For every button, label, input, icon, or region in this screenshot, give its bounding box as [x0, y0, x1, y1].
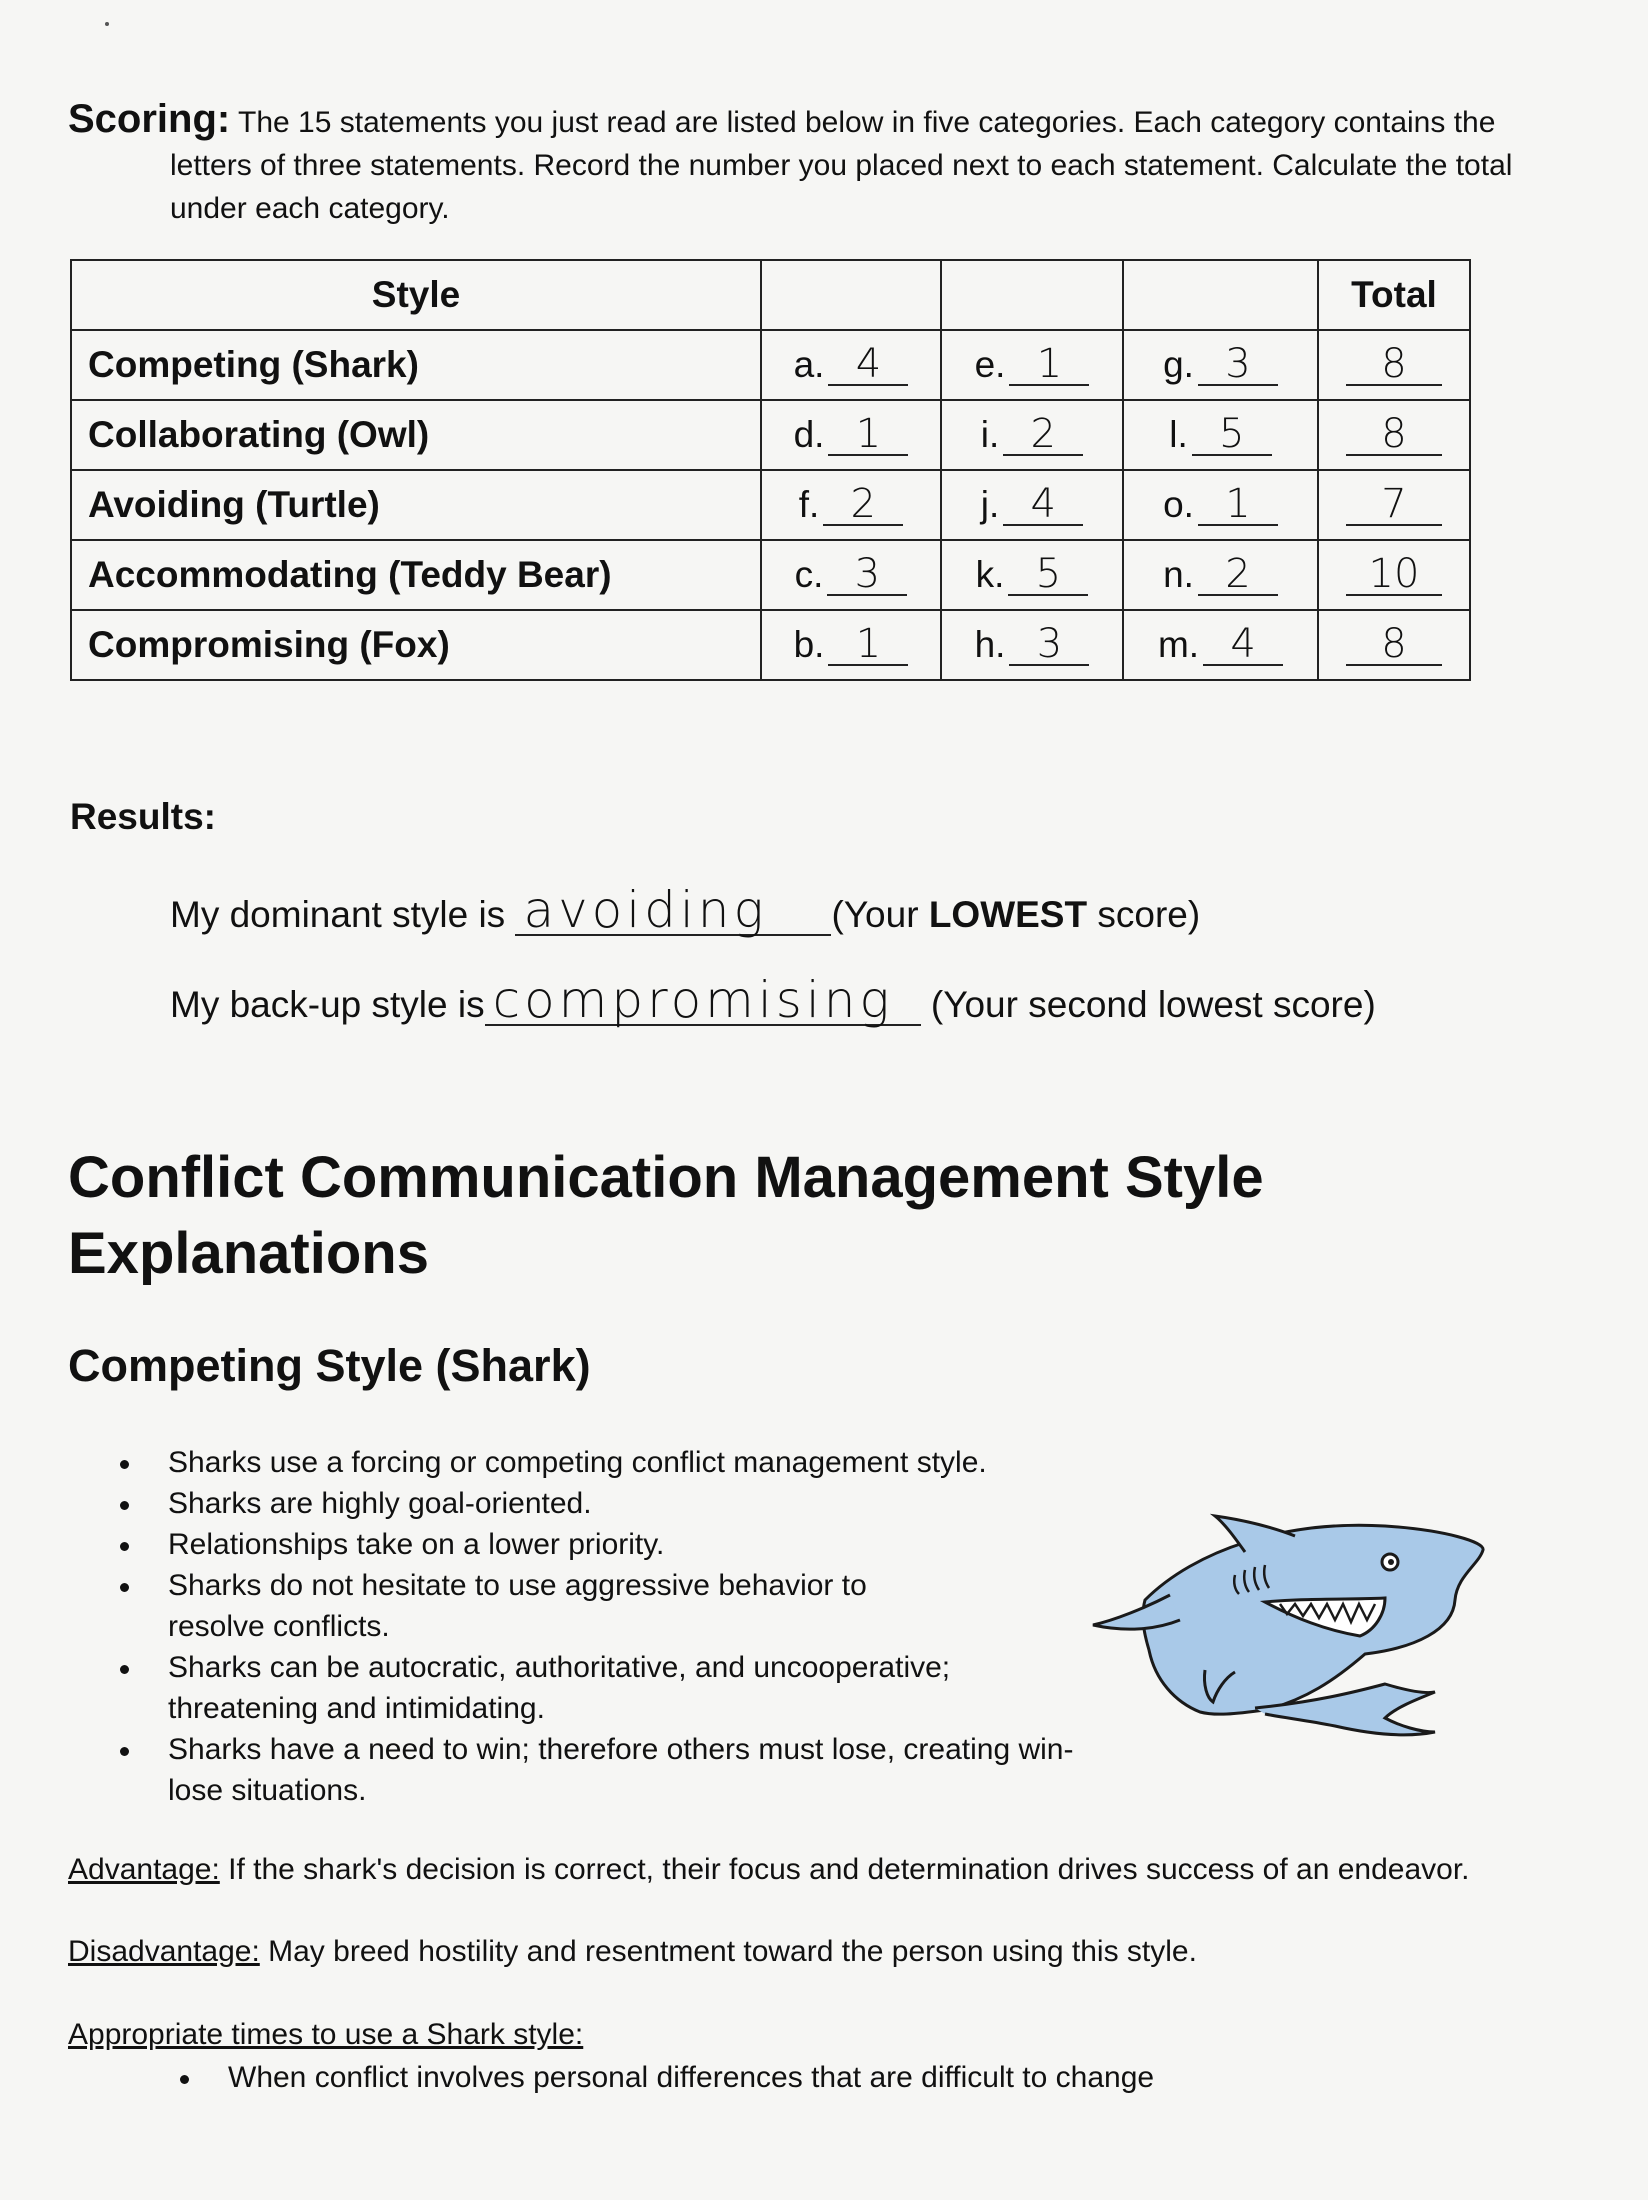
- list-item: Sharks can be autocratic, authoritative, and uncooperative; threatening and intimidating.: [120, 1647, 1018, 1729]
- dominant-suffix-a: (Your: [831, 894, 929, 935]
- list-item: Relationships take on a lower priority.: [120, 1524, 1028, 1565]
- disadvantage-label: Disadvantage:: [68, 1935, 260, 1968]
- category-total: 8: [1346, 344, 1442, 386]
- dominant-prefix: My dominant style is: [170, 894, 506, 935]
- statement-letter: o.: [1163, 484, 1194, 525]
- shark-traits-list: [120, 1442, 1080, 1811]
- statement-letter: k.: [975, 554, 1005, 595]
- scoring-table: [70, 259, 1471, 681]
- list-item: Sharks have a need to win; therefore others must lose, creating win-lose situations.: [120, 1729, 1088, 1811]
- table-row: [71, 470, 1470, 540]
- header-style: Style: [71, 260, 761, 330]
- statement-value: 2: [823, 484, 903, 526]
- statement-value: 2: [1003, 414, 1083, 456]
- statement-value: 3: [1198, 344, 1278, 386]
- statement-letter: c.: [794, 554, 824, 595]
- statement-letter: i.: [980, 414, 1000, 455]
- dominant-suffix-b: score): [1087, 894, 1201, 935]
- statement-value: 3: [1009, 624, 1089, 666]
- table-row: [71, 400, 1470, 470]
- scoring-label: Scoring:: [68, 97, 231, 141]
- statement-letter: a.: [793, 344, 825, 385]
- statement-value: 5: [1192, 414, 1272, 456]
- appropriate-times-list: [180, 2058, 1154, 2098]
- shark-pupil: [1388, 1559, 1394, 1565]
- list-item: Sharks do not hesitate to use aggressive behavior to resolve conflicts.: [120, 1565, 968, 1647]
- advantage-text: If the shark's decision is correct, their focus and determination drives success of an endeavor.: [219, 1853, 1470, 1886]
- statement-value: 3: [827, 554, 907, 596]
- style-name: Collaborating (Owl): [71, 400, 761, 470]
- category-total: 7: [1346, 484, 1442, 526]
- statement-value: 4: [1203, 624, 1283, 666]
- statement-letter: n.: [1163, 554, 1194, 595]
- statement-letter: f.: [798, 484, 820, 525]
- style-name: Avoiding (Turtle): [71, 470, 761, 540]
- backup-style-answer: compromising: [485, 976, 921, 1026]
- statement-value: 2: [1198, 554, 1278, 596]
- list-item: Sharks are highly goal-oriented.: [120, 1483, 1028, 1524]
- disadvantage-paragraph: [68, 1935, 1197, 1969]
- statement-value: 1: [1198, 484, 1278, 526]
- statement-letter: h.: [974, 624, 1006, 665]
- table-row: [71, 330, 1470, 400]
- statement-letter: e.: [974, 344, 1006, 385]
- scoring-line-1: The 15 statements you just read are listed below in five categories. Each category contains the: [238, 106, 1496, 139]
- header-total: Total: [1318, 260, 1470, 330]
- table-row: [71, 610, 1470, 680]
- appropriate-times-heading: [68, 2018, 583, 2052]
- scoring-line-3: under each category.: [170, 192, 450, 225]
- section-title: Conflict Communication Management Style Explanations: [68, 1145, 1264, 1286]
- category-total: 10: [1346, 554, 1442, 596]
- statement-value: 1: [828, 414, 908, 456]
- header-blank: [761, 260, 941, 330]
- section-subtitle: Competing Style (Shark): [68, 1340, 591, 1391]
- scoring-instructions: [68, 98, 1528, 230]
- backup-suffix: (Your second lowest score): [930, 984, 1376, 1025]
- style-name: Competing (Shark): [71, 330, 761, 400]
- dominant-style-line: [170, 881, 1201, 939]
- statement-letter: m.: [1157, 624, 1200, 665]
- stray-dot: [105, 22, 109, 26]
- dominant-style-answer: avoiding: [515, 886, 831, 936]
- category-total: 8: [1346, 414, 1442, 456]
- advantage-label: Advantage:: [68, 1853, 220, 1886]
- disadvantage-text: May breed hostility and resentment toward the person using this style.: [259, 1935, 1197, 1968]
- shark-pectoral-fin: [1093, 1595, 1180, 1629]
- dominant-suffix-bold: LOWEST: [928, 894, 1088, 935]
- appropriate-label: Appropriate times to use a Shark style:: [68, 2018, 584, 2051]
- statement-value: 4: [1003, 484, 1083, 526]
- table-header-row: [71, 260, 1470, 330]
- category-total: 8: [1346, 624, 1442, 666]
- statement-value: 1: [1009, 344, 1089, 386]
- advantage-paragraph: [68, 1853, 1469, 1887]
- shark-illustration: [1085, 1480, 1505, 1750]
- results-label: Results:: [70, 796, 216, 837]
- backup-prefix: My back-up style is: [170, 984, 485, 1025]
- backup-style-line: [170, 971, 1376, 1029]
- scoring-line-2: letters of three statements. Record the number you placed next to each statement. Calculate the total: [170, 149, 1513, 182]
- statement-value: 4: [828, 344, 908, 386]
- header-blank: [941, 260, 1123, 330]
- statement-value: 1: [828, 624, 908, 666]
- statement-letter: j.: [980, 484, 1000, 525]
- statement-letter: b.: [793, 624, 825, 665]
- statement-value: 5: [1008, 554, 1088, 596]
- style-name: Accommodating (Teddy Bear): [71, 540, 761, 610]
- header-blank: [1123, 260, 1318, 330]
- statement-letter: g.: [1163, 344, 1194, 385]
- table-row: [71, 540, 1470, 610]
- style-name: Compromising (Fox): [71, 610, 761, 680]
- list-item: Sharks use a forcing or competing conflict management style.: [120, 1442, 1028, 1483]
- statement-letter: d.: [793, 414, 825, 455]
- list-item: When conflict involves personal differences that are difficult to change: [180, 2058, 1154, 2098]
- statement-letter: l.: [1169, 414, 1188, 455]
